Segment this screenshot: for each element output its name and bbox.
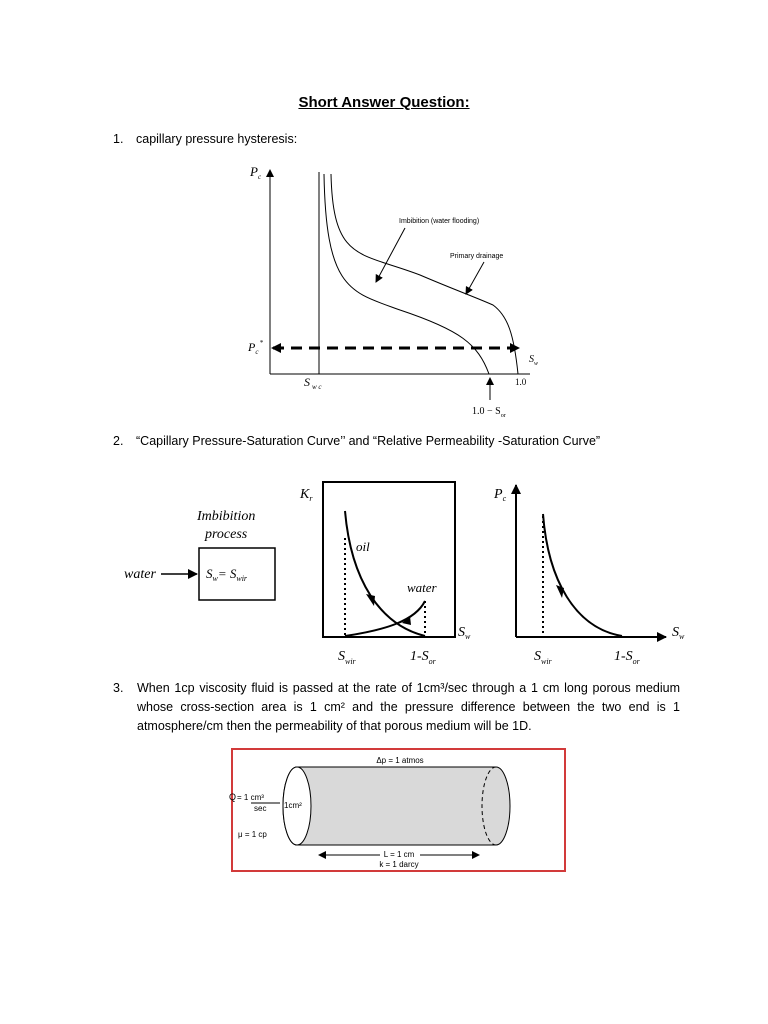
- question-number: 1.: [113, 132, 124, 146]
- question-number: 2.: [113, 434, 124, 448]
- pc-x-axis-label: $S_w$: [672, 625, 685, 641]
- oil-curve-arrowhead: [366, 594, 375, 606]
- area-label: 1cm²: [284, 801, 302, 810]
- sor-label: $1.0 - S_{or}$: [472, 406, 506, 419]
- swc-label: S $_{w c}$: [304, 375, 322, 391]
- kr-sor-label: $1-S_{or}$: [410, 649, 436, 666]
- question-1: [113, 130, 297, 149]
- viscosity-label: μ = 1 cp: [238, 830, 267, 839]
- flow-rate-label: = 1 cm³: [237, 793, 264, 802]
- hysteresis-figure: [240, 160, 540, 422]
- process-label-1: Imbibition: [197, 509, 256, 524]
- water-kr-curve: [345, 601, 425, 636]
- drainage-pointer: [466, 262, 484, 294]
- box-equation: $S_w= S_{wir}$: [206, 566, 248, 583]
- darcy-cylinder-figure: [229, 750, 564, 870]
- pc-star-label: $P_c^*$: [248, 339, 263, 356]
- pc-axis-label: $P_c$: [494, 487, 507, 503]
- question-number: 3.: [113, 681, 124, 695]
- imbibition-curve: [324, 174, 489, 374]
- question-text: capillary pressure hysteresis:: [136, 132, 298, 146]
- kr-plot-frame: [323, 482, 455, 637]
- cylinder-body: [283, 767, 510, 845]
- water-inlet-label: water: [124, 567, 156, 582]
- kr-axis-label: $K_r$: [300, 487, 313, 503]
- drainage-curve: [331, 174, 518, 374]
- pc-curve: [543, 514, 622, 636]
- pressure-drop-label: Δp = 1 atmos: [376, 756, 424, 765]
- pc-swir-label: $S_{wir}$: [534, 649, 552, 666]
- length-label: L = 1 cm: [383, 850, 415, 859]
- pc-curve-arrowhead: [556, 585, 564, 598]
- saturation-curves-figure: [118, 478, 698, 668]
- question-2: [113, 432, 600, 451]
- question-3: [113, 679, 680, 736]
- y-axis-label: $P_c$: [250, 164, 262, 181]
- oil-kr-curve: [345, 511, 425, 636]
- page-title: Short Answer Question:: [298, 94, 470, 111]
- x-max-label: 1.0: [515, 377, 527, 387]
- imbibition-label: Imbibition (water flooding): [399, 218, 480, 225]
- question-text: When 1cp viscosity fluid is passed at the rate of 1cm³/sec through a 1 cm long porous medium whose cross-section area is 1 cm² and the pressure difference between the two end is 1 atmosphere/cm then the permeability of that porous medium will be 1D.: [137, 681, 680, 733]
- permeability-label: k = 1 darcy: [379, 860, 419, 869]
- water-curve-label: water: [407, 580, 437, 595]
- drainage-label: Primary drainage: [450, 253, 504, 260]
- oil-curve-label: oil: [356, 539, 370, 554]
- process-label-2: process: [205, 527, 248, 542]
- flow-rate-denominator: sec: [254, 804, 267, 813]
- kr-x-axis-label: $S_w$: [458, 625, 471, 641]
- question-text: “Capillary Pressure-Saturation Curve’’ and “Relative Permeability -Saturation Curve”: [136, 434, 601, 448]
- pc-sor-label: $1-S_{or}$: [614, 649, 640, 666]
- dash-arrowhead-left: [271, 343, 281, 353]
- kr-swir-label: $S_{wir}$: [338, 649, 356, 666]
- imbibition-pointer: [376, 228, 405, 282]
- flow-rate-prefix: Q: [229, 792, 237, 802]
- x-axis-label: $S_w$: [528, 354, 538, 367]
